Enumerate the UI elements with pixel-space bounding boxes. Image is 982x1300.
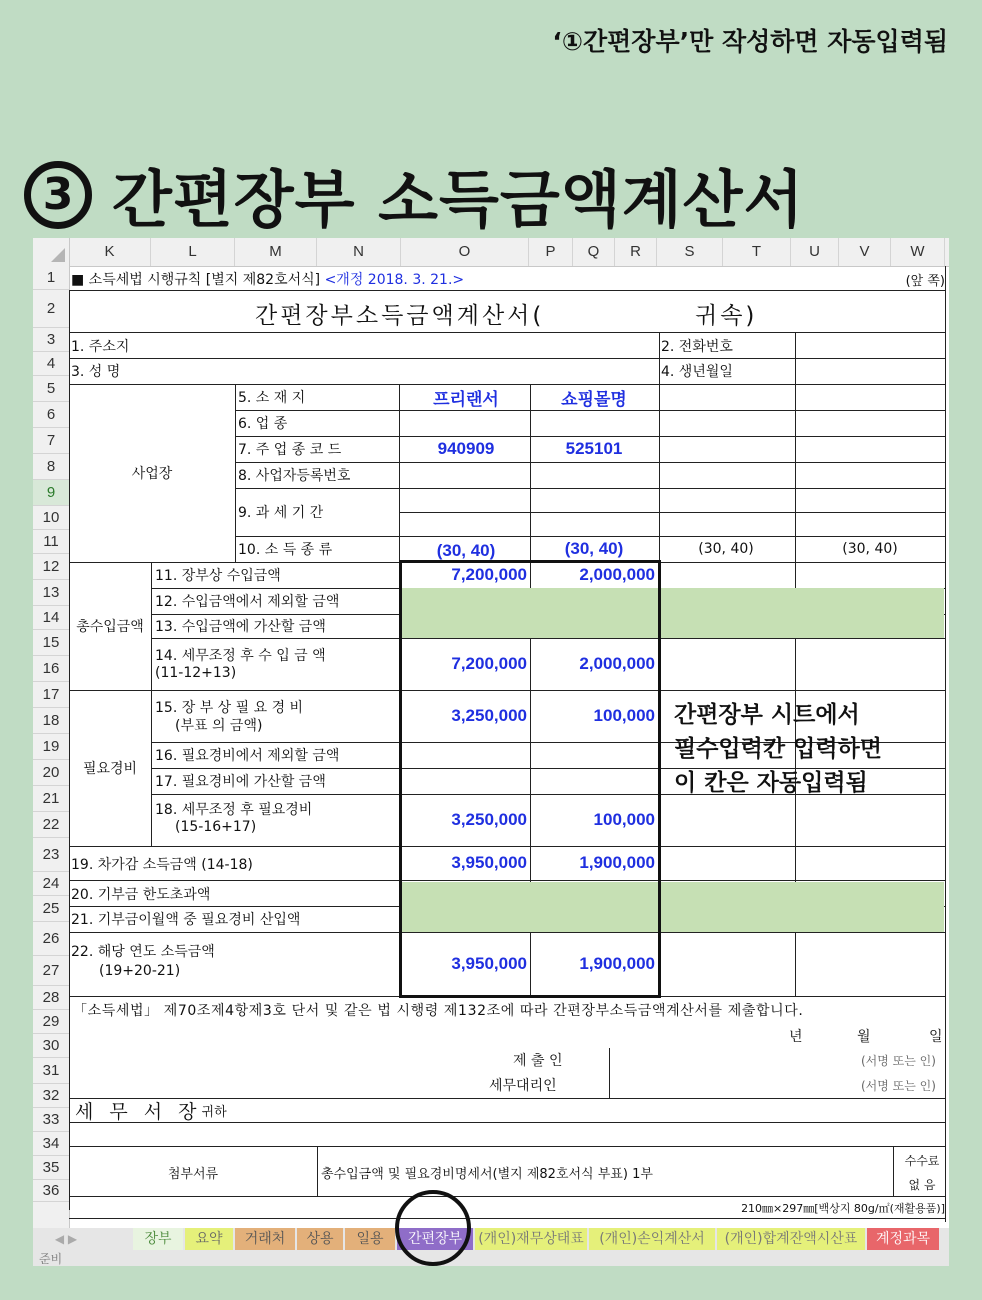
row-header-13[interactable]: 13: [33, 580, 69, 606]
biz3-income-type[interactable]: (30, 40): [698, 541, 754, 557]
row-header-17[interactable]: 17: [33, 682, 69, 708]
border-line: [69, 1122, 945, 1123]
column-header-P[interactable]: P: [529, 238, 573, 266]
statement-text: 「소득세법」 제70조제4항제3호 단서 및 같은 법 시행령 제132조에 따라 간편장부소득금액계산서를 제출합니다.: [73, 1003, 804, 1019]
biz2-income-type[interactable]: (30, 40): [564, 539, 624, 558]
row-header-18[interactable]: 18: [33, 708, 69, 734]
row-header-32[interactable]: 32: [33, 1084, 69, 1108]
line-14-formula: (11-12+13): [155, 665, 237, 681]
top-note: ‘①간편장부’만 작성하면 자동입력됨: [552, 27, 948, 56]
name-label: 3. 성 명: [71, 364, 121, 380]
biz1-line22-value[interactable]: 3,950,000: [451, 954, 527, 973]
column-header-M[interactable]: M: [235, 238, 317, 266]
fee-value: 없 음: [908, 1177, 936, 1192]
sheet-tab-4[interactable]: 일용: [345, 1228, 395, 1250]
line-14: 14. 세무조정 후 수 입 금 액: [155, 648, 326, 664]
select-all-corner[interactable]: [33, 238, 70, 266]
spreadsheet: [33, 238, 949, 1266]
status-bar: 준비: [33, 1252, 949, 1266]
line-16: 16. 필요경비에서 제외할 금액: [155, 748, 340, 764]
line-19: 19. 차가감 소득금액 (14-18): [71, 857, 253, 873]
row-header-11[interactable]: 11: [33, 530, 69, 554]
row-header-35[interactable]: 35: [33, 1156, 69, 1180]
business-type-label: 6. 업 종: [238, 416, 288, 432]
biz1-line14-value[interactable]: 7,200,000: [451, 654, 527, 673]
line-17: 17. 필요경비에 가산할 금액: [155, 774, 326, 790]
row-header-22[interactable]: 22: [33, 812, 69, 838]
tax-period-label: 9. 과 세 기 간: [238, 505, 324, 521]
row-header-30[interactable]: 30: [33, 1034, 69, 1058]
tab-scroll-arrows[interactable]: ◀ ▶: [54, 1232, 78, 1246]
line-21: 21. 기부금이월액 중 필요경비 산입액: [71, 912, 301, 928]
date-year: 년: [789, 1029, 803, 1045]
line-13: 13. 수입금액에 가산할 금액: [155, 619, 326, 635]
biz4-income-type[interactable]: (30, 40): [842, 541, 898, 557]
biz2-line19-value[interactable]: 1,900,000: [579, 853, 655, 872]
sheet-tab-3[interactable]: 상용: [297, 1228, 343, 1250]
border-line: [69, 290, 945, 291]
row-header-16[interactable]: 16: [33, 656, 69, 682]
column-header-O[interactable]: O: [401, 238, 529, 266]
paper-size: 210㎜×297㎜[백상지 80g/㎡(재활용품)]: [741, 1202, 945, 1215]
row-header-27[interactable]: 27: [33, 956, 69, 986]
callout-line-1: 간편장부 시트에서: [674, 702, 860, 728]
row-header-14[interactable]: 14: [33, 606, 69, 630]
biz2-code[interactable]: 525101: [565, 439, 623, 458]
row-header-12[interactable]: 12: [33, 554, 69, 580]
border-line: [69, 332, 945, 333]
border-line: [69, 1218, 945, 1219]
fee-label: 수수료: [904, 1153, 940, 1168]
sheet-tab-bar: [33, 1228, 949, 1252]
line-15-note: (부표 의 금액): [175, 718, 263, 734]
sheet-tab-9[interactable]: 계정과목: [867, 1228, 939, 1250]
row-header-23[interactable]: 23: [33, 838, 69, 872]
column-header-bar: [33, 238, 949, 267]
sheet-tab-1[interactable]: 요약: [185, 1228, 233, 1250]
row-header-8[interactable]: 8: [33, 454, 69, 480]
biz1-line19-value[interactable]: 3,950,000: [451, 853, 527, 872]
address-label: 1. 주소지: [71, 339, 130, 355]
row-header-2[interactable]: 2: [33, 290, 69, 328]
column-header-Q[interactable]: Q: [573, 238, 615, 266]
column-header-N[interactable]: N: [317, 238, 401, 266]
row-header-19[interactable]: 19: [33, 734, 69, 760]
form-title: 간편장부소득금액계산서(: [255, 302, 545, 329]
column-header-R[interactable]: R: [615, 238, 657, 266]
line-20: 20. 기부금 한도초과액: [71, 887, 211, 903]
row-header-3[interactable]: 3: [33, 328, 69, 352]
location-label: 5. 소 재 지: [238, 390, 306, 406]
row-header-33[interactable]: 33: [33, 1108, 69, 1132]
row-header-1[interactable]: 1: [33, 266, 69, 290]
row-header-7[interactable]: 7: [33, 428, 69, 454]
border-line: [69, 358, 945, 359]
headline-title: 간편장부 소득금액계산서: [112, 163, 805, 236]
border-line: [235, 488, 945, 489]
agent-sign: (서명 또는 인): [861, 1078, 936, 1093]
biz2-line15-value[interactable]: 100,000: [593, 706, 655, 725]
border-line: [399, 512, 945, 513]
row-header-20[interactable]: 20: [33, 760, 69, 786]
row-header-28[interactable]: 28: [33, 986, 69, 1010]
birth-label: 4. 생년월일: [661, 364, 733, 380]
form-header-left: [71, 268, 464, 290]
total-income-label: 총수입금액: [76, 619, 144, 635]
form-grid: [69, 266, 949, 1228]
biz1-code[interactable]: 940909: [437, 439, 495, 458]
sheet-tab-5[interactable]: 간편장부: [397, 1228, 473, 1250]
industry-code-label: 7. 주 업 종 코 드: [238, 442, 342, 458]
row-header-36[interactable]: 36: [33, 1180, 69, 1202]
border-line: [945, 266, 946, 1222]
biz2-name[interactable]: 쇼핑몰명: [561, 389, 627, 410]
honorific: 귀하: [201, 1104, 227, 1120]
date-month: 월: [857, 1029, 871, 1045]
submitter-label: 제 출 인: [513, 1053, 563, 1069]
row-header-26[interactable]: 26: [33, 922, 69, 956]
border-line: [151, 562, 152, 846]
biz1-line18-value[interactable]: 3,250,000: [451, 810, 527, 829]
row-header-25[interactable]: 25: [33, 896, 69, 922]
line-18: 18. 세무조정 후 필요경비: [155, 802, 313, 818]
auto-filled-highlight-box: [399, 560, 661, 998]
line-15: 15. 장 부 상 필 요 경 비: [155, 700, 304, 716]
headline: [24, 150, 804, 239]
row-header-31[interactable]: 31: [33, 1058, 69, 1084]
callout-line-2: 필수입력칸 입력하면: [674, 736, 882, 762]
registration-label: 8. 사업자등록번호: [238, 468, 351, 484]
expense-label: 필요경비: [82, 761, 138, 777]
row-header-6[interactable]: 6: [33, 402, 69, 428]
form-code: ■ 소득세법 시행규칙 [별지 제82호서식]: [71, 272, 321, 288]
agent-label: 세무대리인: [489, 1078, 557, 1094]
biz1-income-type[interactable]: (30, 40): [436, 541, 496, 560]
callout-line-3: 이 칸은 자동입력됨: [674, 770, 868, 796]
sheet-tab-0[interactable]: 장부: [133, 1228, 183, 1250]
biz2-line18-value[interactable]: 100,000: [593, 810, 655, 829]
form-title-suffix: 귀속): [695, 302, 758, 329]
column-header-K[interactable]: K: [69, 238, 151, 266]
row-header-34[interactable]: 34: [33, 1132, 69, 1156]
date-day: 일: [929, 1029, 943, 1045]
row-header-9[interactable]: 9: [33, 480, 69, 506]
step-number-badge: 3: [24, 161, 92, 229]
border-line: [317, 1146, 318, 1196]
row-header-5[interactable]: 5: [33, 376, 69, 402]
submitter-sign: (서명 또는 인): [861, 1053, 936, 1068]
biz1-line15-value[interactable]: 3,250,000: [451, 706, 527, 725]
tax-office: 세 무 서 장: [75, 1100, 202, 1122]
border-line: [235, 410, 945, 411]
border-line: [609, 1048, 610, 1098]
callout-note: [674, 698, 882, 800]
row-header-15[interactable]: 15: [33, 630, 69, 656]
row-header-bar: [33, 266, 70, 1228]
border-line: [69, 1196, 945, 1197]
column-header-L[interactable]: L: [151, 238, 235, 266]
row-header-4[interactable]: 4: [33, 352, 69, 376]
row-header-29[interactable]: 29: [33, 1010, 69, 1034]
highlight-circle: [395, 1190, 471, 1266]
row-header-10[interactable]: 10: [33, 506, 69, 530]
row-header-21[interactable]: 21: [33, 786, 69, 812]
column-header-V[interactable]: V: [839, 238, 891, 266]
income-type-label: 10. 소 득 종 류: [238, 542, 333, 558]
border-line: [893, 1146, 894, 1196]
biz1-name[interactable]: 프리랜서: [433, 389, 499, 410]
biz2-line11-value[interactable]: 2,000,000: [579, 565, 655, 584]
line-18-formula: (15-16+17): [175, 819, 257, 835]
sheet-tab-6[interactable]: (개인)재무상태표: [475, 1228, 587, 1250]
column-header-U[interactable]: U: [791, 238, 839, 266]
business-label: 사업장: [131, 466, 173, 482]
attach-text: 총수입금액 및 필요경비명세서(별지 제82호서식 부표) 1부: [321, 1166, 653, 1182]
line-12: 12. 수입금액에서 제외할 금액: [155, 594, 340, 610]
row-header-24[interactable]: 24: [33, 872, 69, 896]
tax-office-recipient: [75, 1098, 227, 1122]
sheet-tab-7[interactable]: (개인)손익계산서: [589, 1228, 715, 1250]
biz1-line11-value[interactable]: 7,200,000: [451, 565, 527, 584]
line-11: 11. 장부상 수입금액: [155, 568, 281, 584]
sheet-tab-8[interactable]: (개인)합계잔액시산표: [717, 1228, 865, 1250]
biz2-line14-value[interactable]: 2,000,000: [579, 654, 655, 673]
column-header-W[interactable]: W: [891, 238, 945, 266]
column-header-T[interactable]: T: [723, 238, 791, 266]
line-22-formula: (19+20-21): [99, 963, 181, 979]
attach-label: 첨부서류: [167, 1166, 219, 1182]
revision-note: <개정 2018. 3. 21.>: [324, 272, 465, 288]
phone-label: 2. 전화번호: [661, 339, 733, 355]
page-side: (앞 쪽): [905, 273, 945, 289]
sheet-tab-2[interactable]: 거래처: [235, 1228, 295, 1250]
border-line: [69, 1146, 945, 1147]
line-22: 22. 해당 연도 소득금액: [71, 944, 215, 960]
biz2-line22-value[interactable]: 1,900,000: [579, 954, 655, 973]
column-header-S[interactable]: S: [657, 238, 723, 266]
